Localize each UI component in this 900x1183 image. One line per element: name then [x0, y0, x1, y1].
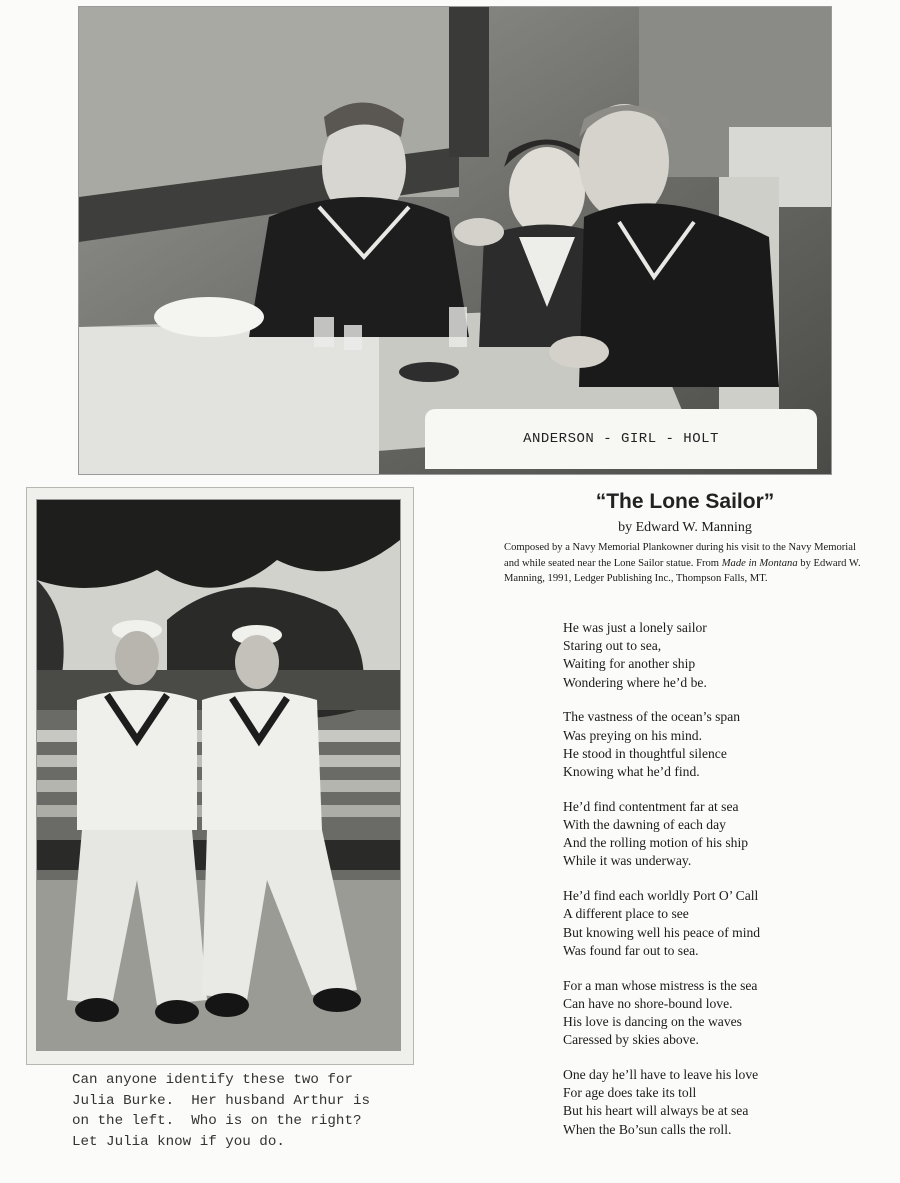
bottom-photo [37, 500, 400, 1050]
poem-line: Wondering where he’d be. [563, 674, 707, 690]
poem-line: With the dawning of each day [563, 817, 726, 833]
poem-stanza [563, 1066, 863, 1139]
poem-line: While it was underway. [563, 853, 692, 869]
bottom-photo-caption [72, 1070, 432, 1152]
poem-line: Staring out to sea, [563, 638, 662, 654]
poem-line: He’d find each worldly Port O’ Call [563, 888, 759, 904]
poem-line: Can have no shore-bound love. [563, 995, 733, 1011]
poem-intro [504, 540, 866, 587]
poem-line: Waiting for another ship [563, 656, 696, 672]
poem-line: He was just a lonely sailor [563, 620, 707, 635]
poem-line: Was found far out to sea. [563, 942, 699, 958]
caption-line: on the left. Who is on the right? [72, 1113, 362, 1129]
poem-line: But knowing well his peace of mind [563, 924, 761, 940]
poem-stanza [563, 708, 863, 781]
poem-line: One day he’ll have to leave his love [563, 1067, 759, 1083]
top-photo [79, 7, 831, 474]
top-photo-image [79, 7, 831, 474]
caption-line: Can anyone identify these two for [72, 1072, 353, 1088]
poem-line: When the Bo’sun calls the roll. [563, 1121, 732, 1137]
bottom-photo-image [37, 500, 400, 1050]
caption-line: Julia Burke. Her husband Arthur is [72, 1092, 370, 1109]
top-photo-caption: ANDERSON - GIRL - HOLT [425, 409, 817, 469]
poem-line: His love is dancing on the waves [563, 1014, 742, 1030]
poem-stanza [563, 619, 863, 692]
poem-line: The vastness of the ocean’s span [563, 709, 741, 725]
poem-line: Knowing what he’d find. [563, 764, 700, 780]
caption-line: Let Julia know if you do. [72, 1133, 285, 1150]
poem-stanza [563, 977, 863, 1050]
poem-author: by Edward W. Manning [618, 520, 752, 535]
poem-line: For a man whose mistress is the sea [563, 977, 758, 993]
poem-line: For age does take its toll [563, 1085, 697, 1101]
poem-intro-suffix: by Edward W. Manning, 1991, Ledger Publishing Inc., Thompson Falls, MT. [504, 557, 861, 584]
poem-line: But his heart will always be at sea [563, 1103, 749, 1119]
poem-line: He’d find contentment far at sea [563, 798, 739, 814]
poem-line: And the rolling motion of his ship [563, 835, 749, 851]
poem-line: A different place to see [563, 906, 689, 922]
poem-line: Was preying on his mind. [563, 727, 702, 743]
bottom-photo-frame [27, 488, 413, 1064]
poem-body [563, 619, 863, 1155]
poem-intro-book: Made in Montana [721, 557, 798, 569]
poem-stanza [563, 798, 863, 871]
poem-line: Caressed by skies above. [563, 1032, 699, 1048]
poem-title: “The Lone Sailor” [595, 490, 775, 513]
poem-stanza [563, 887, 863, 960]
poem-intro-prefix: Composed by a Navy Memorial Plankowner during his visit to the Navy Memorial and while seated near the Lone Sailor statue. From [504, 542, 856, 569]
poem-line: He stood in thoughtful silence [563, 745, 727, 761]
